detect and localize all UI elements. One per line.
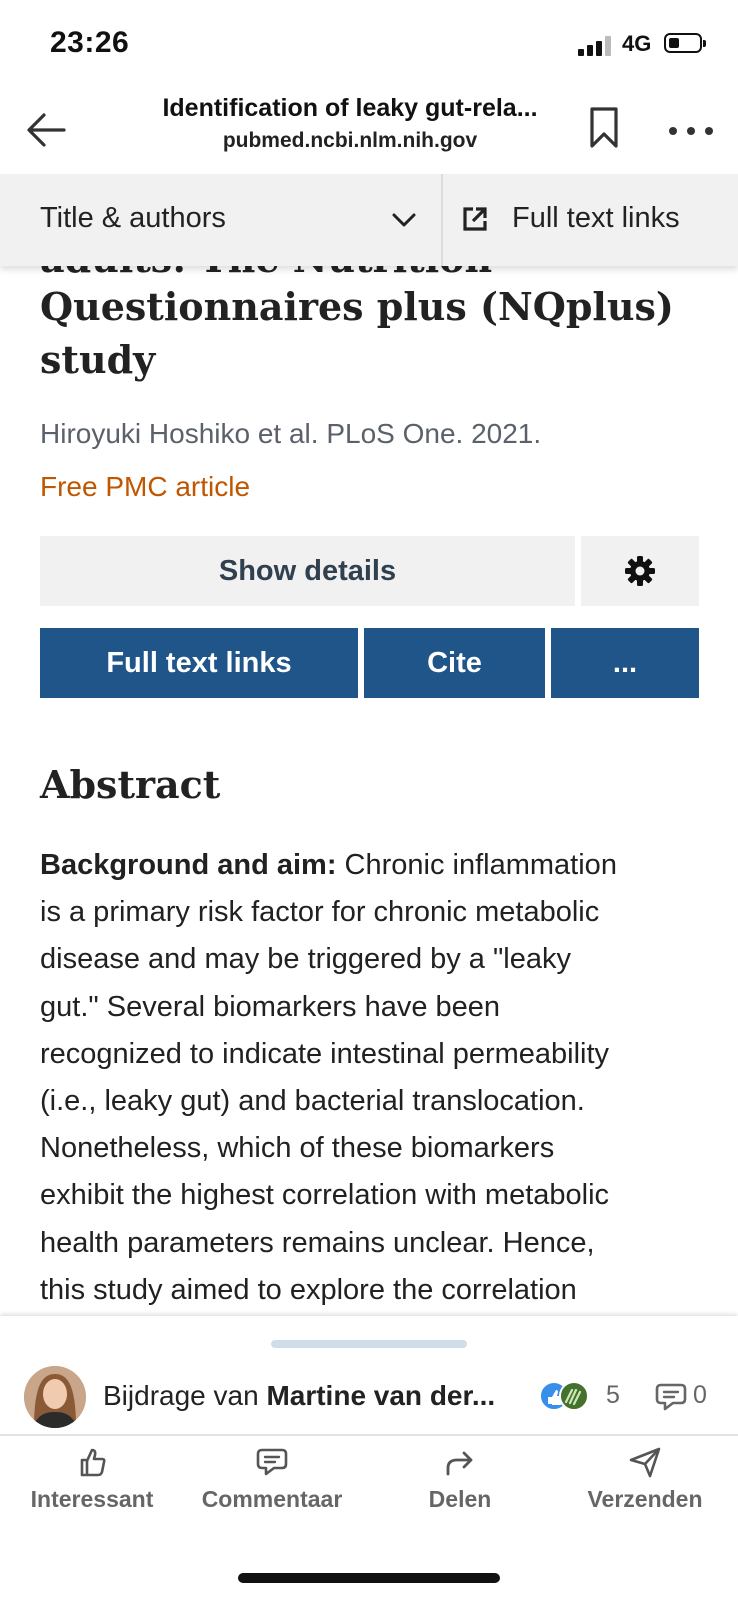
abstract-line: recognized to indicate intestinal permeability <box>40 1037 610 1070</box>
comment-icon <box>255 1446 289 1478</box>
more-actions-button[interactable]: ... <box>551 628 699 698</box>
settings-button[interactable] <box>581 536 699 606</box>
abstract-line: Nonetheless, which of these biomarkers <box>40 1132 555 1165</box>
article-title-line: study <box>40 337 156 382</box>
cite-button[interactable]: Cite <box>364 628 545 698</box>
action-label: Interessant <box>30 1486 154 1512</box>
contribution-prefix: Bijdrage van <box>103 1380 267 1411</box>
comment-action[interactable] <box>192 1446 352 1513</box>
post-panel <box>0 1316 738 1599</box>
abstract-line <box>40 842 690 889</box>
abstract-line: is a primary risk factor for chronic metabolic <box>40 896 600 929</box>
more-options-icon[interactable] <box>668 126 714 136</box>
abstract-text <box>40 842 690 1314</box>
panel-divider <box>0 1434 738 1436</box>
bookmark-icon[interactable] <box>588 106 620 150</box>
abstract-line: gut." Several biomarkers have been <box>40 990 501 1023</box>
abstract-line: exhibit the highest correlation with metabolic <box>40 1179 610 1212</box>
abstract-line-text: Chronic inflammation <box>336 849 617 881</box>
page-title: Identification of leaky gut-rela... <box>162 94 538 122</box>
article-authors[interactable]: Hiroyuki Hoshiko et al. PLoS One. 2021. <box>40 418 542 449</box>
send-icon <box>628 1446 662 1478</box>
page-url: pubmed.ncbi.nlm.nih.gov <box>222 129 478 152</box>
drag-handle[interactable] <box>271 1340 467 1348</box>
home-indicator[interactable] <box>238 1573 500 1583</box>
comment-count-icon[interactable] <box>655 1382 687 1412</box>
battery-icon <box>664 33 702 53</box>
abstract-heading: Abstract <box>40 762 221 807</box>
external-link-icon[interactable] <box>462 206 488 232</box>
avatar[interactable] <box>24 1366 86 1428</box>
abstract-line: this study aimed to explore the correlation <box>40 1273 577 1306</box>
show-details-button[interactable]: Show details <box>40 536 575 606</box>
action-label: Delen <box>428 1486 492 1512</box>
abstract-line: health parameters remains unclear. Hence, <box>40 1226 595 1259</box>
comment-count[interactable]: 0 <box>693 1381 707 1409</box>
cellular-signal-icon <box>578 34 612 56</box>
interesting-action[interactable] <box>22 1446 162 1513</box>
action-label: Verzenden <box>587 1486 703 1512</box>
share-action[interactable] <box>406 1446 514 1513</box>
action-label: Commentaar <box>201 1486 343 1512</box>
abstract-line: (i.e., leaky gut) and bacterial translocation. <box>40 1084 585 1117</box>
contributor-name[interactable]: Martine van der... <box>266 1380 496 1411</box>
sticky-toolbar <box>0 174 738 266</box>
gear-icon <box>623 554 657 588</box>
article-title-line: Questionnaires plus (NQplus) <box>40 284 674 329</box>
status-time: 23:26 <box>50 26 130 59</box>
toolbar-full-text-links[interactable]: Full text links <box>512 202 680 234</box>
free-pmc-label: Free PMC article <box>40 471 251 502</box>
thumbs-up-icon <box>75 1446 109 1478</box>
send-action[interactable] <box>574 1446 716 1513</box>
full-text-links-button[interactable]: Full text links <box>40 628 358 698</box>
browser-header <box>0 88 738 174</box>
chevron-down-icon[interactable] <box>392 212 416 228</box>
reactions-icon[interactable] <box>538 1380 590 1412</box>
network-type: 4G <box>622 31 652 56</box>
toolbar-divider <box>441 174 443 266</box>
share-arrow-icon <box>443 1446 477 1478</box>
back-arrow-icon[interactable] <box>24 108 68 152</box>
reaction-count[interactable]: 5 <box>606 1381 620 1409</box>
abstract-line: disease and may be triggered by a "leaky <box>40 943 571 976</box>
abstract-section-label: Background and aim: <box>40 849 337 881</box>
status-bar <box>0 0 738 88</box>
section-select[interactable]: Title & authors <box>40 202 226 234</box>
contribution-line[interactable] <box>103 1380 495 1412</box>
